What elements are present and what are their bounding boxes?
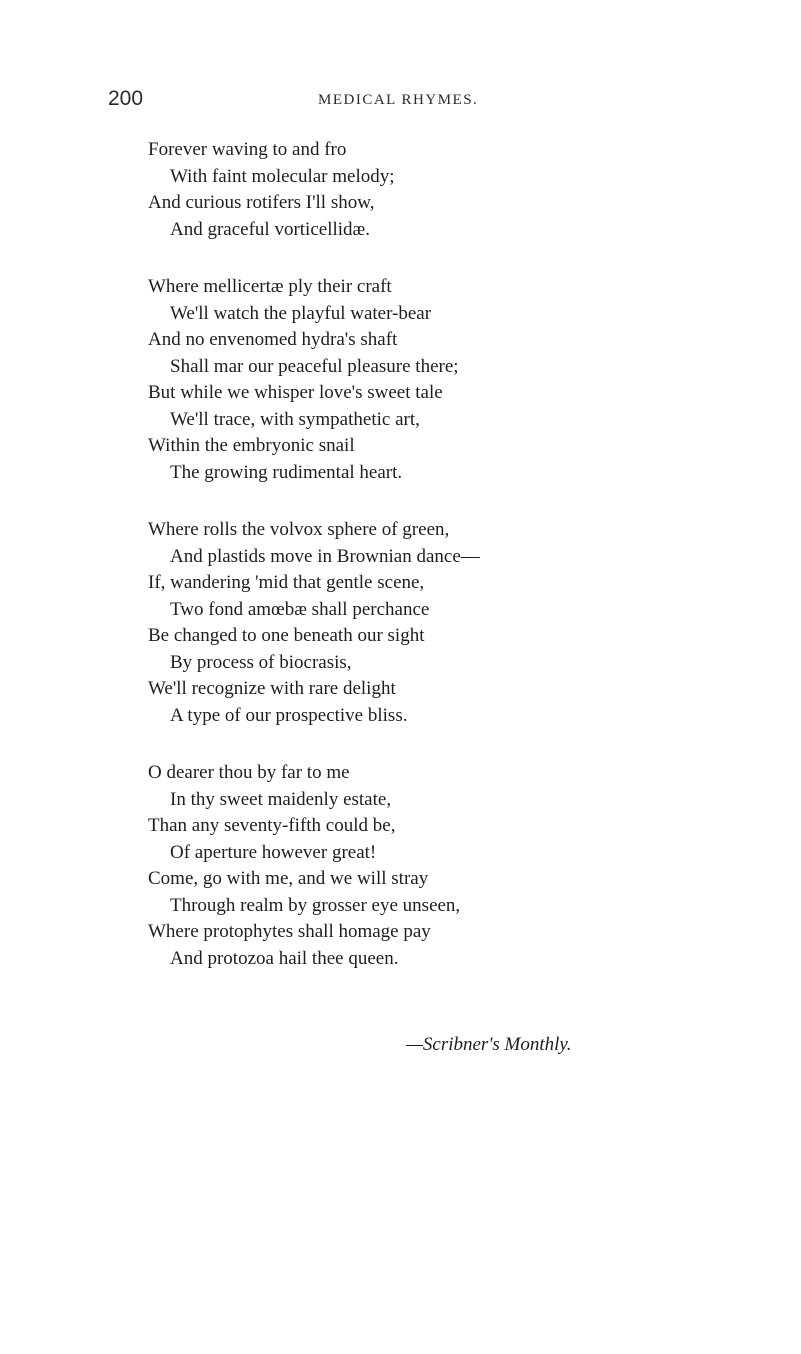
- page-header: [108, 86, 548, 116]
- poem-line: We'll recognize with rare delight: [148, 678, 396, 699]
- poem-line: Come, go with me, and we will stray: [148, 868, 429, 889]
- stanza-2: [148, 274, 768, 486]
- poem-line: A type of our prospective bliss.: [170, 704, 408, 726]
- poem-line: If, wandering 'mid that gentle scene,: [148, 572, 425, 593]
- poem-line: Two fond amœbæ shall perchance: [170, 598, 430, 620]
- poem-line: The growing rudimental heart.: [170, 461, 403, 483]
- poem-line: And plastids move in Brownian dance—: [170, 545, 480, 567]
- poem-line: And no envenomed hydra's shaft: [148, 329, 398, 350]
- poem-line: And graceful vorticellidæ.: [170, 218, 370, 240]
- stanza-1: [148, 137, 768, 243]
- stanza-4: [148, 760, 768, 972]
- poem-line: Forever waving to and fro: [148, 139, 347, 160]
- poem-line: Of aperture however great!: [170, 841, 377, 863]
- poem-line: And protozoa hail thee queen.: [170, 947, 399, 969]
- page-number: 200: [108, 87, 144, 110]
- poem-line: We'll trace, with sympathetic art,: [170, 408, 420, 430]
- poem-line: Through realm by grosser eye unseen,: [170, 894, 461, 916]
- stanza-3: [148, 517, 768, 729]
- poem-line: Be changed to one beneath our sight: [148, 625, 425, 646]
- poem-line: By process of biocrasis,: [170, 651, 352, 673]
- poem-line: We'll watch the playful water-bear: [170, 302, 432, 324]
- poem-line: Where rolls the volvox sphere of green,: [148, 519, 450, 540]
- poem-line: But while we whisper love's sweet tale: [148, 382, 443, 403]
- poem-line: Where protophytes shall homage pay: [148, 921, 431, 942]
- poem-line: And curious rotifers I'll show,: [148, 192, 375, 213]
- running-head: MEDICAL RHYMES.: [318, 92, 479, 108]
- poem-line: Than any seventy-fifth could be,: [148, 815, 396, 836]
- poem-line: With faint molecular melody;: [170, 165, 395, 187]
- poem-line: Within the embryonic snail: [148, 435, 355, 456]
- poem: [148, 137, 768, 1003]
- poem-line: Where mellicertæ ply their craft: [148, 276, 392, 297]
- poem-line: Shall mar our peaceful pleasure there;: [170, 355, 459, 377]
- attribution: —Scribner's Monthly.: [406, 1034, 572, 1055]
- poem-line: In thy sweet maidenly estate,: [170, 788, 392, 810]
- poem-line: O dearer thou by far to me: [148, 762, 350, 783]
